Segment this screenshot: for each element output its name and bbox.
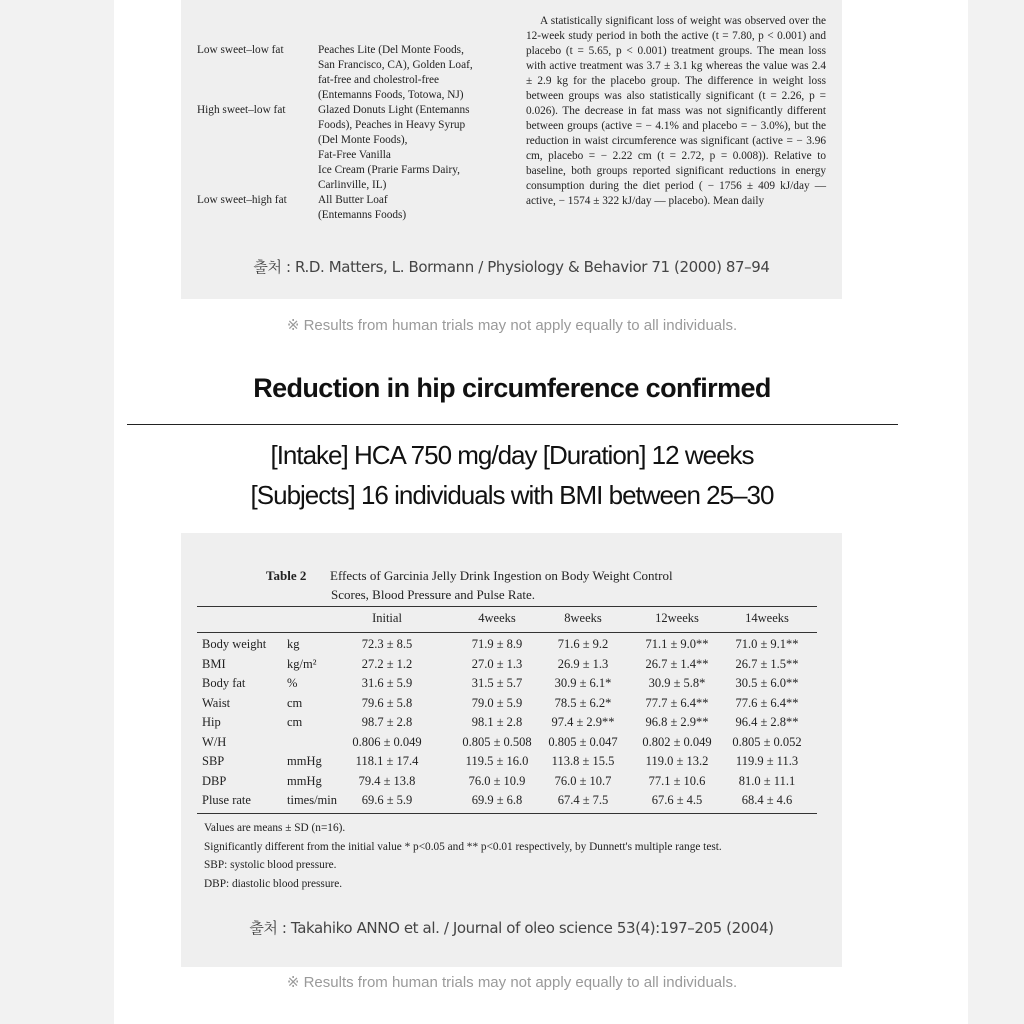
table-row [197,733,817,753]
table-cell: 119.9 ± 11.3 [735,754,799,768]
food-description: Glazed Donuts Light (Entemanns Foods), Peaches in Heavy Syrup (Del Monte Foods), Fat-Free Vanilla Ice Cream (Prarie Farms Dairy, Carlinville, IL) [318,104,470,191]
table-cell: 113.8 ± 15.5 [551,754,615,768]
food-description: All Butter Loaf (Entemanns Foods) [318,194,407,221]
table-cell: 71.9 ± 8.9 [471,637,523,651]
table-cell: 30.9 ± 5.8* [648,676,706,690]
table-cell: 79.6 ± 5.8 [361,695,413,710]
table-cell: 0.805 ± 0.052 [732,734,802,749]
food-list [197,43,517,223]
food-row [197,103,517,193]
table-cell: 98.1 ± 2.8 [471,715,523,729]
table-cell: 76.0 ± 10.9 [468,773,526,788]
table-cell: 78.5 ± 6.2* [554,695,612,710]
row-label: Body weight [202,637,267,651]
table-top-rule [197,606,817,607]
column-header-14weeks: 14weeks [745,611,789,625]
table-cell: 69.9 ± 6.8 [471,793,523,807]
table-cell: 71.0 ± 9.1** [735,637,799,651]
table-cell: 0.806 ± 0.049 [352,734,422,749]
table-cell: 72.3 ± 8.5 [361,637,413,651]
table-cell: 97.4 ± 2.9** [551,715,615,729]
row-unit: kg/m² [287,656,317,671]
table-cell: 67.6 ± 4.5 [651,793,703,807]
table-note: Significantly different from the initial value * p<0.05 and ** p<0.01 respectively, by Dunnett's multiple range test. [204,840,722,853]
food-row [197,43,517,103]
table-caption-line2: Scores, Blood Pressure and Pulse Rate. [331,587,536,602]
row-label: SBP [202,754,225,768]
column-header-8weeks: 8weeks [564,611,602,625]
column-header-initial: Initial [372,611,402,625]
row-unit: times/min [287,793,337,807]
table-row [197,752,817,772]
table-cell: 81.0 ± 11.1 [738,773,796,788]
table-cell: 76.0 ± 10.7 [554,773,612,788]
table-note: Values are means ± SD (n=16). [204,822,346,834]
table-cell: 77.6 ± 6.4** [735,695,799,710]
study2-source: 출처 : Takahiko ANNO et al. / Journal of oleo science 53(4):197–205 (2004) [249,919,774,937]
table-header-rule [197,632,817,633]
food-category: Low sweet–high fat [197,194,287,206]
table-cell: 69.6 ± 5.9 [361,793,413,807]
table-cell: 30.5 ± 6.0** [735,676,799,690]
table-cell: 26.7 ± 1.5** [735,656,799,671]
row-label: W/H [202,734,227,749]
table-cell: 71.1 ± 9.0** [645,637,709,651]
table-label: Table 2 [266,568,307,583]
food-description: Peaches Lite (Del Monte Foods, San Francisco, CA), Golden Loaf, fat-free and cholestrol-free (Entemanns Foods, Totowa, NJ) [318,44,473,101]
table-cell: 27.0 ± 1.3 [471,656,523,671]
heading-divider [127,424,898,425]
table-row [197,713,817,733]
food-category: High sweet–low fat [197,104,286,116]
table-cell: 118.1 ± 17.4 [355,754,419,768]
row-label: DBP [202,773,227,788]
table-cell: 98.7 ± 2.8 [361,715,413,729]
table-row [197,791,817,811]
table-row [197,772,817,792]
table-cell: 71.6 ± 9.2 [557,637,609,651]
table-notes [204,819,722,893]
table-cell: 26.7 ± 1.4** [645,656,709,671]
row-label: Waist [202,695,231,710]
table-cell: 67.4 ± 7.5 [557,793,609,807]
table-row [197,694,817,714]
table-row [197,655,817,675]
table-caption [266,566,673,604]
table-cell: 79.4 ± 13.8 [358,773,416,788]
table-row [197,674,817,694]
intake-duration-line: [Intake] HCA 750 mg/day [Duration] 12 weeks [270,440,754,470]
table-bottom-rule [197,813,817,814]
row-label: Hip [202,715,221,729]
row-unit: mmHg [287,754,322,768]
table-cell: 77.1 ± 10.6 [648,773,706,788]
row-unit: cm [287,695,303,710]
study2-table-image [181,533,842,967]
row-label: Pluse rate [202,793,251,807]
table-cell: 30.9 ± 6.1* [554,676,612,690]
study1-paragraph-text: A statistically significant loss of weight was observed over the 12-week study period in both the active (t = 7.80, p < 0.001) and placebo (t = 5.65, p < 0.001) treatment groups. The mean loss with active treatment was 3.7 ± 3.1 kg whereas the value was 2.4 ± 2.9 kg for the placebo group. The difference in weight loss between groups was also statistically significant (t = 2.26, p = 0.026). The decrease in fat mass was not significantly different between groups (active = − 4.1% and placebo = − 3.0%), but the reduction in waist circumference was significant (active = − 3.96 cm, placebo = − 2.22 cm (t = 2.72, p = 0.008)). Relative to baseline, both groups reported significant reductions in energy consumption during the diet period ( − 1756 ± 409 kJ/day — active, − 1574 ± 322 kJ/day — placebo). Mean daily [526,15,826,207]
disclaimer-1: ※ Results from human trials may not apply equally to all individuals. [286,317,738,334]
row-label: BMI [202,656,226,671]
table-cell: 0.802 ± 0.049 [642,734,712,749]
table-row [197,635,817,655]
table-cell: 96.8 ± 2.9** [645,715,709,729]
row-label: Body fat [202,676,246,690]
table-cell: 26.9 ± 1.3 [557,656,609,671]
study1-excerpt-image [181,0,842,299]
row-unit: mmHg [287,773,322,788]
column-header-12weeks: 12weeks [655,611,699,625]
table-note: DBP: diastolic blood pressure. [204,877,343,890]
table-cell: 119.0 ± 13.2 [645,754,709,768]
table-header [197,611,817,629]
food-category: Low sweet–low fat [197,44,284,56]
study1-source: 출처 : R.D. Matters, L. Bormann / Physiology & Behavior 71 (2000) 87–94 [253,258,770,276]
table-cell: 31.5 ± 5.7 [471,676,523,690]
study1-paragraph [526,14,826,209]
table-cell: 0.805 ± 0.047 [548,734,618,749]
row-unit: cm [287,715,303,729]
table-cell: 0.805 ± 0.508 [462,734,532,749]
table-caption-line1: Effects of Garcinia Jelly Drink Ingestion on Body Weight Control [330,568,673,583]
table-cell: 68.4 ± 4.6 [741,793,793,807]
row-unit: % [287,676,298,690]
table-note: SBP: systolic blood pressure. [204,859,337,871]
table-cell: 96.4 ± 2.8** [735,715,799,729]
table-body [197,635,817,811]
food-row [197,193,517,223]
table-cell: 77.7 ± 6.4** [645,695,709,710]
section-heading: Reduction in hip circumference confirmed [253,373,771,403]
column-header-4weeks: 4weeks [478,611,516,625]
row-unit: kg [287,637,300,651]
table-cell: 27.2 ± 1.2 [361,656,413,671]
table-cell: 31.6 ± 5.9 [361,676,413,690]
subjects-line: [Subjects] 16 individuals with BMI between 25–30 [250,480,774,510]
table-cell: 119.5 ± 16.0 [465,754,529,768]
disclaimer-2: ※ Results from human trials may not apply equally to all individuals. [286,974,738,991]
table-cell: 79.0 ± 5.9 [471,695,523,710]
